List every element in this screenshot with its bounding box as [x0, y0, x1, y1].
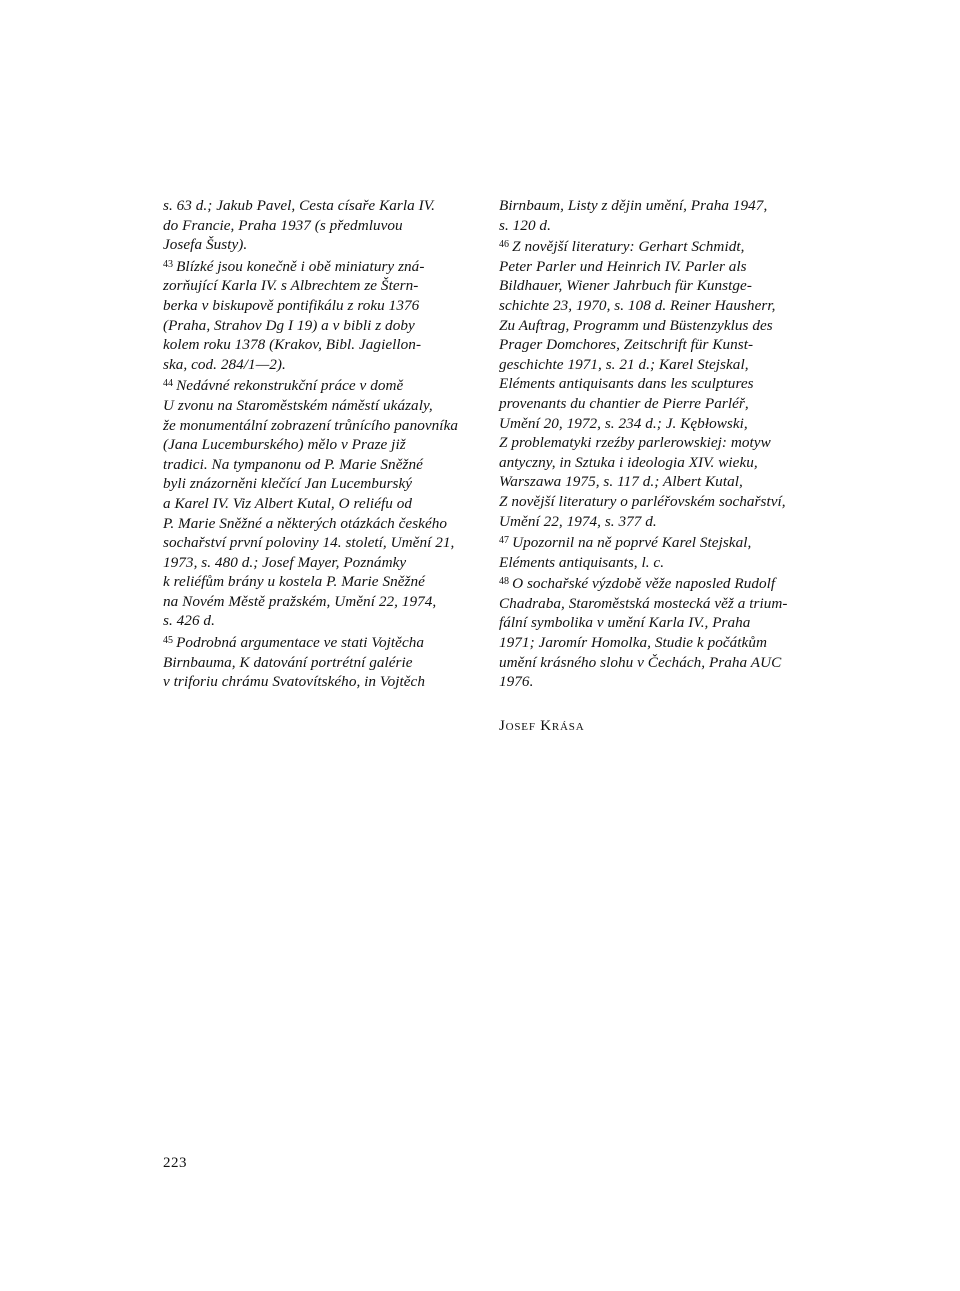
- footnote-text: U zvonu na Staroměstském náměstí ukázaly,: [163, 396, 433, 414]
- footnote-line: [499, 553, 811, 573]
- footnote-line: [499, 316, 811, 336]
- footnote-line: [163, 276, 463, 296]
- footnote-text: berka v biskupově pontifikálu z roku 1376: [163, 296, 420, 314]
- footnote-text: Nedávné rekonstrukční práce v domě: [176, 377, 404, 395]
- footnote-text: umění krásného slohu v Čechách, Praha AUC: [499, 653, 782, 671]
- footnote-start-line: [163, 255, 463, 277]
- footnote-text: Warszawa 1975, s. 117 d.; Albert Kutal,: [499, 473, 743, 491]
- footnote-line: [499, 512, 811, 532]
- footnote-text: Umění 22, 1974, s. 377 d.: [499, 512, 657, 530]
- footnote-text: Z problematyki rzeźby parlerowskiej: motyw: [499, 434, 771, 452]
- footnote-line: [163, 355, 463, 375]
- footnote-text: ska, cod. 284/1—2).: [163, 355, 286, 373]
- footnote-text: Z novější literatury: Gerhart Schmidt,: [512, 238, 745, 256]
- footnote-line: [499, 355, 811, 375]
- footnote-line: [163, 435, 463, 455]
- footnote-line: [499, 492, 811, 512]
- footnote-start-line: [163, 374, 463, 396]
- footnote-start-line: [499, 531, 811, 553]
- footnote-line: [163, 672, 463, 692]
- footnote-text: Blízké jsou konečně i obě miniatury zná-: [176, 257, 425, 275]
- footnote-text: 1976.: [499, 673, 534, 691]
- footnote-number: 45: [163, 635, 174, 647]
- footnote-text: do Francie, Praha 1937 (s předmluvou: [163, 216, 403, 234]
- footnote-text: Chadraba, Staroměstská mostecká věž a trium-: [499, 594, 788, 612]
- author-signature: Josef Krása: [499, 718, 585, 734]
- footnote-text: fální symbolika v umění Karla IV., Praha: [499, 614, 751, 632]
- footnote-number: 44: [163, 378, 174, 390]
- footnote-line: [499, 374, 811, 394]
- footnote-text: Prager Domchores, Zeitschrift für Kunst-: [499, 336, 754, 354]
- footnote-text: sochařství první poloviny 14. století, Umění 21,: [163, 534, 455, 552]
- footnote-line: [499, 613, 811, 633]
- footnote-line: [163, 396, 463, 416]
- footnote-text: provenants du chantier de Pierre Parléř,: [499, 394, 749, 412]
- footnote-text: tradici. Na tympanonu od P. Marie Sněžné: [163, 455, 423, 473]
- footnote-text: Upozornil na ně poprvé Karel Stejskal,: [512, 534, 752, 552]
- footnote-line: [163, 455, 463, 475]
- footnote-text: Josefa Šusty).: [163, 236, 248, 254]
- footnote-line: [499, 216, 811, 236]
- footnote-line: [163, 216, 463, 236]
- footnote-text: Podrobná argumentace ve stati Vojtěcha: [176, 634, 425, 652]
- footnote-line: [163, 572, 463, 592]
- footnote-text: a Karel IV. Viz Albert Kutal, O reliéfu od: [163, 494, 413, 512]
- footnote-line: [163, 553, 463, 573]
- footnote-text: antyczny, in Sztuka i ideologia XIV. wieku,: [499, 453, 758, 471]
- footnote-text: Bildhauer, Wiener Jahrbuch für Kunstge-: [499, 277, 752, 295]
- footnote-text: Birnbaum, Listy z dějin umění, Praha 1947,: [499, 197, 768, 214]
- footnote-line: [163, 592, 463, 612]
- footnote-line: [163, 514, 463, 534]
- footnote-line: [499, 672, 811, 692]
- page-number: 223: [163, 1155, 187, 1171]
- footnote-number: 47: [499, 535, 510, 547]
- footnote-line: [163, 653, 463, 673]
- footnote-line: [499, 296, 811, 316]
- footnote-number: 43: [163, 258, 174, 270]
- footnote-text: v triforiu chrámu Svatovítského, in Vojtěch: [163, 673, 425, 691]
- footnote-line: [499, 276, 811, 296]
- footnote-text: Z novější literatury o parléřovském sochařství,: [499, 492, 786, 510]
- footnote-line: [499, 633, 811, 653]
- footnote-line: [499, 257, 811, 277]
- footnote-line: [163, 533, 463, 553]
- footnote-line: [499, 653, 811, 673]
- footnote-text: Eléments antiquisants dans les sculptures: [499, 375, 754, 393]
- footnote-number: 48: [499, 576, 510, 588]
- footnote-line: [163, 316, 463, 336]
- footnote-start-line: [499, 235, 811, 257]
- footnote-text: geschichte 1971, s. 21 d.; Karel Stejskal,: [499, 355, 749, 373]
- footnote-text: byli znázorněni klečící Jan Lucemburský: [163, 475, 413, 493]
- footnote-text: Peter Parler und Heinrich IV. Parler als: [499, 257, 747, 275]
- footnote-text: Umění 20, 1972, s. 234 d.; J. Kębłowski,: [499, 414, 748, 432]
- footnote-line: [499, 414, 811, 434]
- footnotes-left-column: [163, 196, 463, 692]
- footnote-text: že monumentální zobrazení trůnícího panovníka: [163, 416, 459, 434]
- footnote-line: [499, 196, 811, 216]
- footnote-line: [499, 335, 811, 355]
- footnote-line: [163, 335, 463, 355]
- footnote-text: Eléments antiquisants, l. c.: [499, 553, 665, 571]
- footnote-text: s. 120 d.: [499, 216, 551, 234]
- footnote-text: kolem roku 1378 (Krakov, Bibl. Jagiellon-: [163, 336, 422, 354]
- footnote-text: Birnbauma, K datování portrétní galérie: [163, 653, 413, 671]
- footnote-text: k reliéfům brány u kostela P. Marie Sněžné: [163, 573, 425, 591]
- footnote-line: [163, 296, 463, 316]
- footnote-text: s. 426 d.: [163, 612, 215, 630]
- footnote-line: [163, 416, 463, 436]
- footnote-text: O sochařské výzdobě věže naposled Rudolf: [512, 575, 776, 593]
- footnote-text: na Novém Městě pražském, Umění 22, 1974,: [163, 592, 437, 610]
- footnote-line: [163, 494, 463, 514]
- footnote-text: zorňující Karla IV. s Albrechtem ze Štern-: [163, 277, 419, 295]
- footnote-line: [499, 472, 811, 492]
- footnote-line: [163, 474, 463, 494]
- footnote-text: P. Marie Sněžné a některých otázkách českého: [163, 514, 448, 532]
- footnote-number: 46: [499, 239, 510, 251]
- footnote-line: [499, 394, 811, 414]
- footnote-line: [499, 594, 811, 614]
- footnote-text: 1973, s. 480 d.; Josef Mayer, Poznámky: [163, 553, 407, 571]
- footnote-line: [499, 453, 811, 473]
- footnote-start-line: [163, 631, 463, 653]
- footnote-text: schichte 23, 1970, s. 108 d. Reiner Hausherr,: [499, 296, 776, 314]
- footnote-line: [163, 196, 463, 216]
- footnote-start-line: [499, 572, 811, 594]
- footnote-line: [499, 433, 811, 453]
- footnote-text: s. 63 d.; Jakub Pavel, Cesta císaře Karla IV.: [163, 197, 435, 214]
- footnotes-right-column: [499, 196, 811, 692]
- footnote-line: [163, 611, 463, 631]
- footnote-text: (Jana Lucemburského) mělo v Praze již: [163, 436, 406, 454]
- footnote-line: [163, 235, 463, 255]
- footnote-text: Zu Auftrag, Programm und Büstenzyklus des: [499, 316, 773, 334]
- footnote-text: 1971; Jaromír Homolka, Studie k počátkům: [499, 634, 768, 652]
- footnote-text: (Praha, Strahov Dg I 19) a v bibli z doby: [163, 316, 415, 334]
